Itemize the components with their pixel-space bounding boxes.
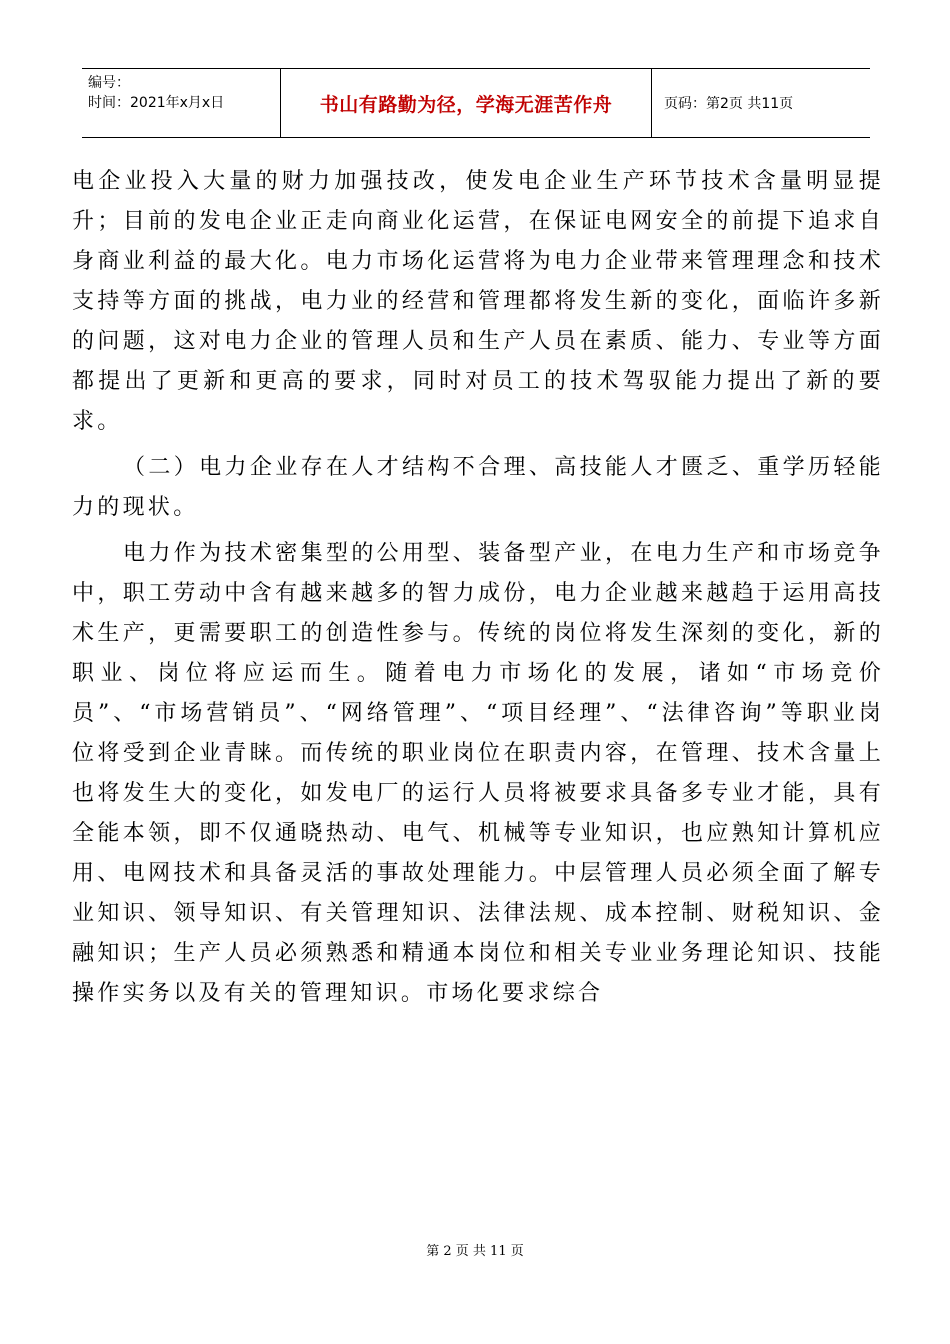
body-paragraph: 电力作为技术密集型的公用型、装备型产业，在电力生产和市场竞争中，职工劳动中含有越来越多的智力成份，电力企业越来越趋于运用高技术生产，更需要职工的创造性参与。传统的岗位将发生深刻的变化，新的职业、岗位将应运而生。随着电力市场化的发展，诸如“市场竞价员”、“市场营销员”、“网络管理”、“项目经理”、“法律咨询”等职业岗位将受到企业青睐。而传统的职业岗位在职责内容，在管理、技术含量上也将发生大的变化，如发电厂的运行人员将被要求具备多专业才能，具有全能本领，即不仅通晓热动、电气、机械等专业知识，也应熟知计算机应用、电网技术和具备灵活的事故处理能力。中层管理人员必须全面了解专业知识、领导知识、有关管理知识、法律法规、成本控制、财税知识、金融知识；生产人员必须熟悉和精通本岗位和相关专业业务理论知识、技能操作实务以及有关的管理知识。市场化要求综合 (72, 541, 884, 1006)
document-body (72, 162, 884, 1014)
header-page-info: 页码：第2页 共11页 (664, 96, 794, 112)
document-time-label: 时间：2021年x月x日 (88, 95, 225, 111)
header-motto: 书山有路勤为径，学海无涯苦作舟 (280, 69, 652, 137)
header-meta (82, 69, 280, 137)
page-header (82, 68, 870, 138)
body-paragraph: 电企业投入大量的财力加强技改，使发电企业生产环节技术含量明显提升；目前的发电企业正走向商业化运营，在保证电网安全的前提下追求自身商业利益的最大化。电力市场化运营将为电力企业带来管理理念和技术支持等方面的挑战，电力业的经营和管理都将发生新的变化，面临许多新的问题，这对电力企业的管理人员和生产人员在素质、能力、专业等方面都提出了更新和更高的要求，同时对员工的技术驾驭能力提出了新的要求。 (72, 169, 884, 434)
page-footer: 第 2 页 共 11 页 (426, 1244, 524, 1259)
document-number-label: 编号： (88, 75, 130, 91)
section-heading: （二）电力企业存在人才结构不合理、高技能人才匮乏、重学历轻能力的现状。 (72, 455, 884, 520)
